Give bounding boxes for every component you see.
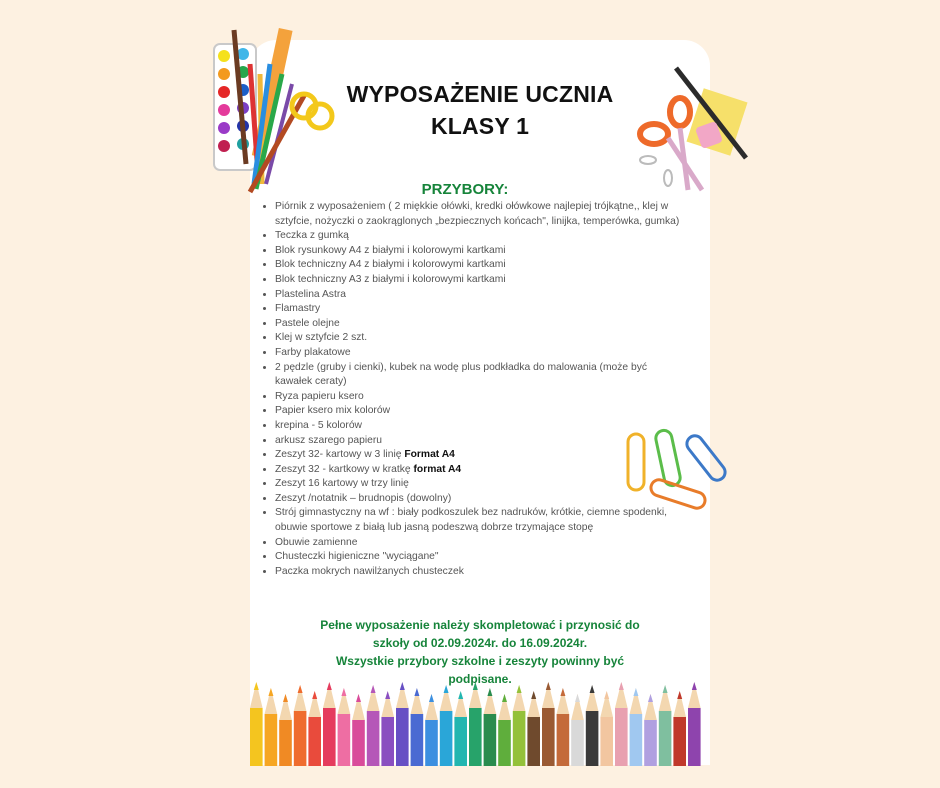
- pencil-lead: [531, 691, 536, 699]
- list-item: [275, 244, 680, 259]
- list-item: [275, 273, 680, 288]
- list-item-text: Teczka z gumką: [275, 230, 349, 242]
- list-item: [275, 463, 680, 478]
- pencil-body: [557, 714, 570, 766]
- pencil-lead: [648, 694, 653, 702]
- title-line-2: KLASY 1: [430, 113, 530, 139]
- pencil-lead: [341, 688, 346, 696]
- note-line-2: szkoły od 02.09.2024r. do 16.09.2024r.: [372, 636, 588, 650]
- list-item-text: Paczka mokrych nawilżanych chusteczek: [275, 565, 464, 577]
- list-item-text: Ryza papieru ksero: [275, 390, 364, 402]
- pencil-body: [644, 720, 657, 766]
- list-item-text: Zeszyt 16 kartowy w trzy linię: [275, 478, 409, 490]
- list-item: [275, 506, 680, 535]
- list-item: [275, 229, 680, 244]
- list-item-text: Obuwie zamienne: [275, 536, 358, 548]
- pencil-lead: [458, 691, 463, 699]
- pencil-lead: [604, 691, 609, 699]
- section-heading: PRZYBORY:: [421, 181, 509, 198]
- pencil-body: [250, 708, 263, 766]
- pencil-body: [498, 720, 511, 766]
- list-item-text: Zeszyt 32- kartowy w 3 linię: [275, 449, 405, 461]
- list-item: [275, 565, 680, 580]
- pencil-lead: [663, 685, 668, 693]
- list-item-text: Blok techniczny A3 z białymi i kolorowymi kartkami: [275, 273, 506, 285]
- list-item-text: Zeszyt /notatnik – brudnopis (dowolny): [275, 492, 452, 504]
- pencil-lead: [502, 694, 507, 702]
- list-item: [275, 404, 680, 419]
- pencil-body: [542, 708, 555, 766]
- list-item: [275, 346, 680, 361]
- pencil-lead: [487, 688, 492, 696]
- pencil-body: [367, 711, 380, 766]
- list-item: [275, 302, 680, 317]
- pencil-lead: [575, 694, 580, 702]
- pencil-lead: [268, 688, 273, 696]
- pencil-body: [411, 714, 424, 766]
- list-item: [275, 536, 680, 551]
- list-item: [275, 550, 680, 565]
- pencil-body: [425, 720, 438, 766]
- pencil-body: [381, 717, 394, 766]
- list-item-text: Klej w sztyfcie 2 szt.: [275, 332, 368, 344]
- pencil-lead: [312, 691, 317, 699]
- pencil-body: [323, 708, 336, 766]
- pencil-body: [586, 711, 599, 766]
- page-title: [250, 78, 710, 142]
- pencil-body: [688, 708, 701, 766]
- list-item: [275, 200, 680, 229]
- pencil-lead: [429, 694, 434, 702]
- list-item-text: Blok techniczny A4 z białymi i kolorowymi kartkami: [275, 259, 506, 271]
- list-item: [275, 361, 680, 390]
- pencil-body: [294, 711, 307, 766]
- pencil-body: [265, 714, 278, 766]
- list-item-text: krepina - 5 kolorów: [275, 419, 362, 431]
- list-item-text: Chusteczki higieniczne "wyciągane": [275, 551, 439, 563]
- list-item: [275, 390, 680, 405]
- pencil-body: [527, 717, 540, 766]
- list-item: [275, 492, 680, 507]
- pencil-lead: [254, 682, 259, 690]
- list-item: [275, 419, 680, 434]
- list-item-format: Format A4: [404, 449, 455, 461]
- list-item-text: Blok rysunkowy A4 z białymi i kolorowymi kartkami: [275, 244, 506, 256]
- pencil-lead: [677, 691, 682, 699]
- pencil-body: [352, 720, 365, 766]
- pencil-body: [659, 711, 672, 766]
- pencil-body: [600, 717, 613, 766]
- note-line-3: Wszystkie przybory szkolne i zeszyty powinny być: [335, 654, 625, 668]
- list-item-text: Papier ksero mix kolorów: [275, 405, 391, 417]
- colored-pencils-icon: [248, 678, 714, 766]
- list-item-text: 2 pędzle (gruby i cienki), kubek na wodę plus podkładka do malowania (może być kawałek ceraty): [275, 361, 648, 388]
- pencil-lead: [385, 691, 390, 699]
- pencil-body: [308, 717, 321, 766]
- list-item-text: Strój gimnastyczny na wf : biały podkoszulek bez nadruków, krótkie, ciemne spodenki, obuwie sportowe z białą lub jasną podeszwą dobrze trzymające stopę: [275, 507, 668, 534]
- list-item-text: Flamastry: [275, 303, 321, 315]
- list-item: [275, 258, 680, 273]
- list-item: [275, 477, 680, 492]
- title-line-1: WYPOSAŻENIE UCZNIA: [346, 81, 614, 107]
- pencil-lead: [633, 688, 638, 696]
- pencil-body: [615, 708, 628, 766]
- list-item: [275, 288, 680, 303]
- pencil-lead: [356, 694, 361, 702]
- note-line-1: Pełne wyposażenie należy skompletować i przynosić do: [320, 618, 640, 632]
- footer-note: [300, 616, 660, 688]
- pencil-body: [440, 711, 453, 766]
- list-item-text: Pastele olejne: [275, 317, 340, 329]
- list-item-text: Plastelina Astra: [275, 288, 346, 300]
- pencil-body: [279, 720, 292, 766]
- list-item: [275, 317, 680, 332]
- list-item: [275, 434, 680, 449]
- list-item: [275, 331, 680, 346]
- list-item: [275, 448, 680, 463]
- supplies-list: [259, 200, 680, 579]
- pencil-lead: [414, 688, 419, 696]
- pencil-body: [484, 714, 497, 766]
- pencil-body: [469, 708, 482, 766]
- pencil-body: [571, 720, 584, 766]
- pencil-body: [338, 714, 351, 766]
- pencil-body: [454, 717, 467, 766]
- list-item-format: format A4: [413, 463, 462, 475]
- pencil-lead: [283, 694, 288, 702]
- list-item-text: Zeszyt 32 - kartkowy w kratkę: [275, 463, 414, 475]
- list-item-text: Piórnik z wyposażeniem ( 2 miękkie ołówki, kredki ołówkowe najlepiej trójkątne,, klej w sztyfcie, nożyczki o zaokrąglonych „bezpiecznych końcach", linijka, temperówka, gumka): [275, 201, 680, 227]
- list-item-text: Farby plakatowe: [275, 346, 351, 358]
- pencil-lead: [560, 688, 565, 696]
- pencil-body: [630, 714, 643, 766]
- list-item-text: arkusz szarego papieru: [275, 434, 383, 446]
- pencil-body: [673, 717, 686, 766]
- pencil-body: [396, 708, 409, 766]
- pencil-lead: [692, 682, 697, 690]
- note-line-4: podpisane.: [448, 672, 512, 686]
- pencil-body: [513, 711, 526, 766]
